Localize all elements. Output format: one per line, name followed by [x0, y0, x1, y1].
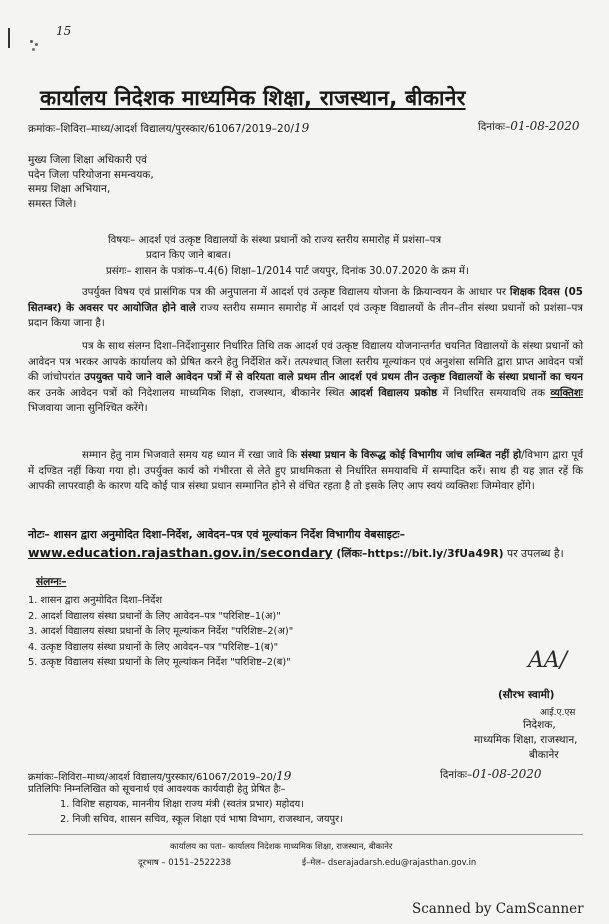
footer-phone: दूरभाष – 0151–2522238 [138, 857, 232, 867]
p1-text-end: राज्य स्तरीय सम्मान समारोह में आदर्श एवं उत्कृष्ट विद्यालयों के तीन–तीन संस्था प्रधानों को प्रशंसा–पत्र प्रदान किया जाना है। [28, 301, 583, 330]
copy-ref-handwritten: 19 [276, 769, 292, 783]
note-line-1: नोटः– शासन द्वारा अनुमोदित दिशा–निर्देश, आवेदन–पत्र एवं मूल्यांकन निर्देश विभागीय वेबसाइटः– [28, 528, 405, 541]
scan-edge-mark [8, 28, 10, 48]
reference-line: प्रसंगः– शासन के पत्रांक–प.4(6) शिक्षा–1/2014 पार्ट जयपुर, दिनांक 30.07.2020 के क्रम में। [106, 266, 469, 277]
enclosure-item: 2. आदर्श विद्यालय संस्था प्रधानों के लिए आवेदन–पत्र "परिशिष्ट–1(अ)" [28, 610, 281, 622]
reference-number [28, 121, 309, 136]
p3-text-end: /विभाग द्वारा पूर्व में दण्डित नहीं किया गया हो। उपर्युक्त कार्य को गंभीरता से लेते हुए प्राथमिकता से निर्धारित समयावधि में सम्पादित करें। साथ ही यह ज्ञात रहें कि आपकी लापरवाही के कारण यदि कोई पात्र संस्था प्रधान सम्मानित होने से वंचित रहता है तो इसके लिए आप स्वयं व्यक्तिशः जिम्मेवार होंगे। [28, 449, 583, 493]
reference-number-text: क्रमांकः–शिविरा–माध्य/आदर्श विद्यालय/पुरस्कार/61067/2019–20/ [28, 123, 294, 135]
camscanner-watermark: Scanned by CamScanner [412, 901, 584, 917]
p2-bold-underlined: व्यक्तिशः [550, 386, 583, 399]
scan-dots [30, 40, 33, 43]
letter-date-handwritten: 01-08-2020 [510, 119, 580, 133]
letter-date-label: दिनांकः– [478, 121, 511, 133]
enclosure-item: 3. आदर्श विद्यालय संस्था प्रधानों के लिए मूल्यांकन निर्देश "परिशिष्ट–2(अ)" [28, 626, 294, 638]
paragraph-3 [28, 448, 583, 495]
reference-number-handwritten: 19 [293, 121, 310, 135]
subject-line-1: विषयः– आदर्श एवं उत्कृष्ट विद्यालयों के संस्था प्रधानों को राज्य स्तरीय समारोह में प्रशंसा–पत्र [108, 235, 442, 246]
addressee-line: पदेन जिला परियोजना समन्वयक, [28, 168, 154, 181]
letter-date [478, 119, 579, 134]
footer-email: ई–मेल– dserajadarsh.edu@rajasthan.gov.in [302, 857, 477, 867]
p2-text-end: भिजवाया जाना सुनिश्चित करेंगे। [28, 402, 148, 415]
p2-text-mid2: में निर्धारित समयावधि तक [437, 386, 551, 399]
p2-text: पत्र के साथ संलग्न दिशा–निर्देशानुसार निर्धारित तिथि तक आदर्श एवं उत्कृष्ट विद्यालय योजनान्तर्गत चयनित विद्यालयों के संस्था प्रधानों को आवेदन पत्र भरकर आपके कार्यालय को प्रेषित करने हेतु निर्देशित करें। तत्पश्चात् जिला स्तरीय मूल्यांकन एवं अनुशंसा समिति द्वारा प्राप्त आवेदन पत्रों की जांचोपरांत [28, 340, 583, 384]
p2-bold: उपयुक्त पाये जाने वाले आवेदन पत्रों में से वरियता वाले प्रथम तीन आदर्श एवं प्रथम तीन उत्कृष्ट विद्यालयों के संस्था प्रधानों का चयन [84, 371, 583, 384]
p2-text-mid: कर उनके आवेदन पत्रों को निदेशालय माध्यमिक शिक्षा, राजस्थान, बीकानेर स्थित [28, 386, 350, 399]
signatory-city: बीकानेर [529, 749, 559, 761]
copy-date-label: दिनांकः– [440, 769, 473, 781]
copy-item: 2. निजी सचिव, शासन सचिव, स्कूल शिक्षा एवं भाषा विभाग, राजस्थान, जयपुर। [60, 814, 343, 825]
p3-text: सम्मान हेतु नाम भिजवाते समय यह ध्यान में रखा जावे कि [82, 449, 301, 461]
signatory-service: आई.ए.एस [540, 708, 576, 718]
copy-intro: प्रतिलिपिः निम्नलिखित को सूचनार्थ एवं आवश्यक कार्यवाही हेतु प्रेषित हैः– [28, 784, 286, 795]
short-link[interactable]: (लिंकः–https://bit.ly/3fUa49R) [332, 547, 504, 560]
p1-bold: शिक्षक दिवस (05 सितम्बर) के अवसर पर आयोजित होने वाले [28, 286, 583, 314]
addressee-block [28, 153, 154, 211]
copy-item: 1. विशिष्ट सहायक, माननीय शिक्षा राज्य मंत्री (स्वतंत्र प्रभार) महोदय। [60, 799, 304, 810]
office-title: कार्यालय निदेशक माध्यमिक शिक्षा, राजस्थान, बीकानेर [40, 86, 466, 110]
footer-address: कार्यालय का पता– कार्यालय निदेशक माध्यमिक शिक्षा, राजस्थान, बीकानेर [170, 841, 393, 851]
enclosure-item: 5. उत्कृष्ट विद्यालय संस्था प्रधानों के लिए मूल्यांकन निर्देश "परिशिष्ट–2(ब)" [28, 657, 291, 669]
corner-mark: 15 [56, 24, 72, 38]
addressee-line: समग्र शिक्षा अभियान, [28, 183, 111, 195]
addressee-line: समस्त जिले। [28, 197, 77, 210]
signatory-designation: निदेशक, [523, 719, 556, 731]
p1-text: उपर्युक्त विषय एवं प्रासंगिक पत्र की अनुपालना में आदर्श एवं उत्कृष्ट विद्यालय योजना के क्रियान्वयन के आधार पर [82, 286, 510, 298]
signature-scribble: AA/ [528, 648, 568, 673]
enclosure-item: 4. उत्कृष्ट विद्यालय संस्था प्रधानों के लिए आवेदन–पत्र "परिशिष्ट–1(ब)" [28, 641, 279, 653]
paragraph-2 [28, 339, 583, 417]
website-url[interactable]: www.education.rajasthan.gov.in/secondary [28, 545, 333, 560]
footer-divider [28, 834, 583, 835]
p3-bold: संस्था प्रधान के विरूद्ध कोई विभागीय जांच लम्बित नहीं हो [300, 449, 522, 461]
addressee-line: मुख्य जिला शिक्षा अधिकारी एवं [28, 154, 147, 166]
enclosure-item: 1. शासन द्वारा अनुमोदित दिशा–निर्देश [28, 595, 163, 606]
copy-ref-text: क्रमांकः–शिविरा–माध्य/आदर्श विद्यालय/पुरस्कार/61067/2019–20/ [28, 772, 277, 783]
paragraph-1 [28, 285, 583, 332]
signatory-name: (सौरभ स्वामी) [498, 689, 555, 701]
enclosures-list [28, 593, 293, 671]
copy-date [440, 767, 541, 782]
enclosures-heading: संलग्नः– [36, 576, 67, 588]
copy-date-handwritten: 01-08-2020 [472, 767, 542, 781]
note-line-2 [28, 545, 564, 561]
p2-bold-cell: आदर्श विद्यालय प्रकोष्ठ [349, 386, 438, 399]
note-tail: पर उपलब्ध है। [503, 547, 564, 560]
signatory-office: माध्यमिक शिक्षा, राजस्थान, [474, 734, 578, 746]
subject-line-2: प्रदान किए जाने बाबत। [146, 250, 232, 261]
